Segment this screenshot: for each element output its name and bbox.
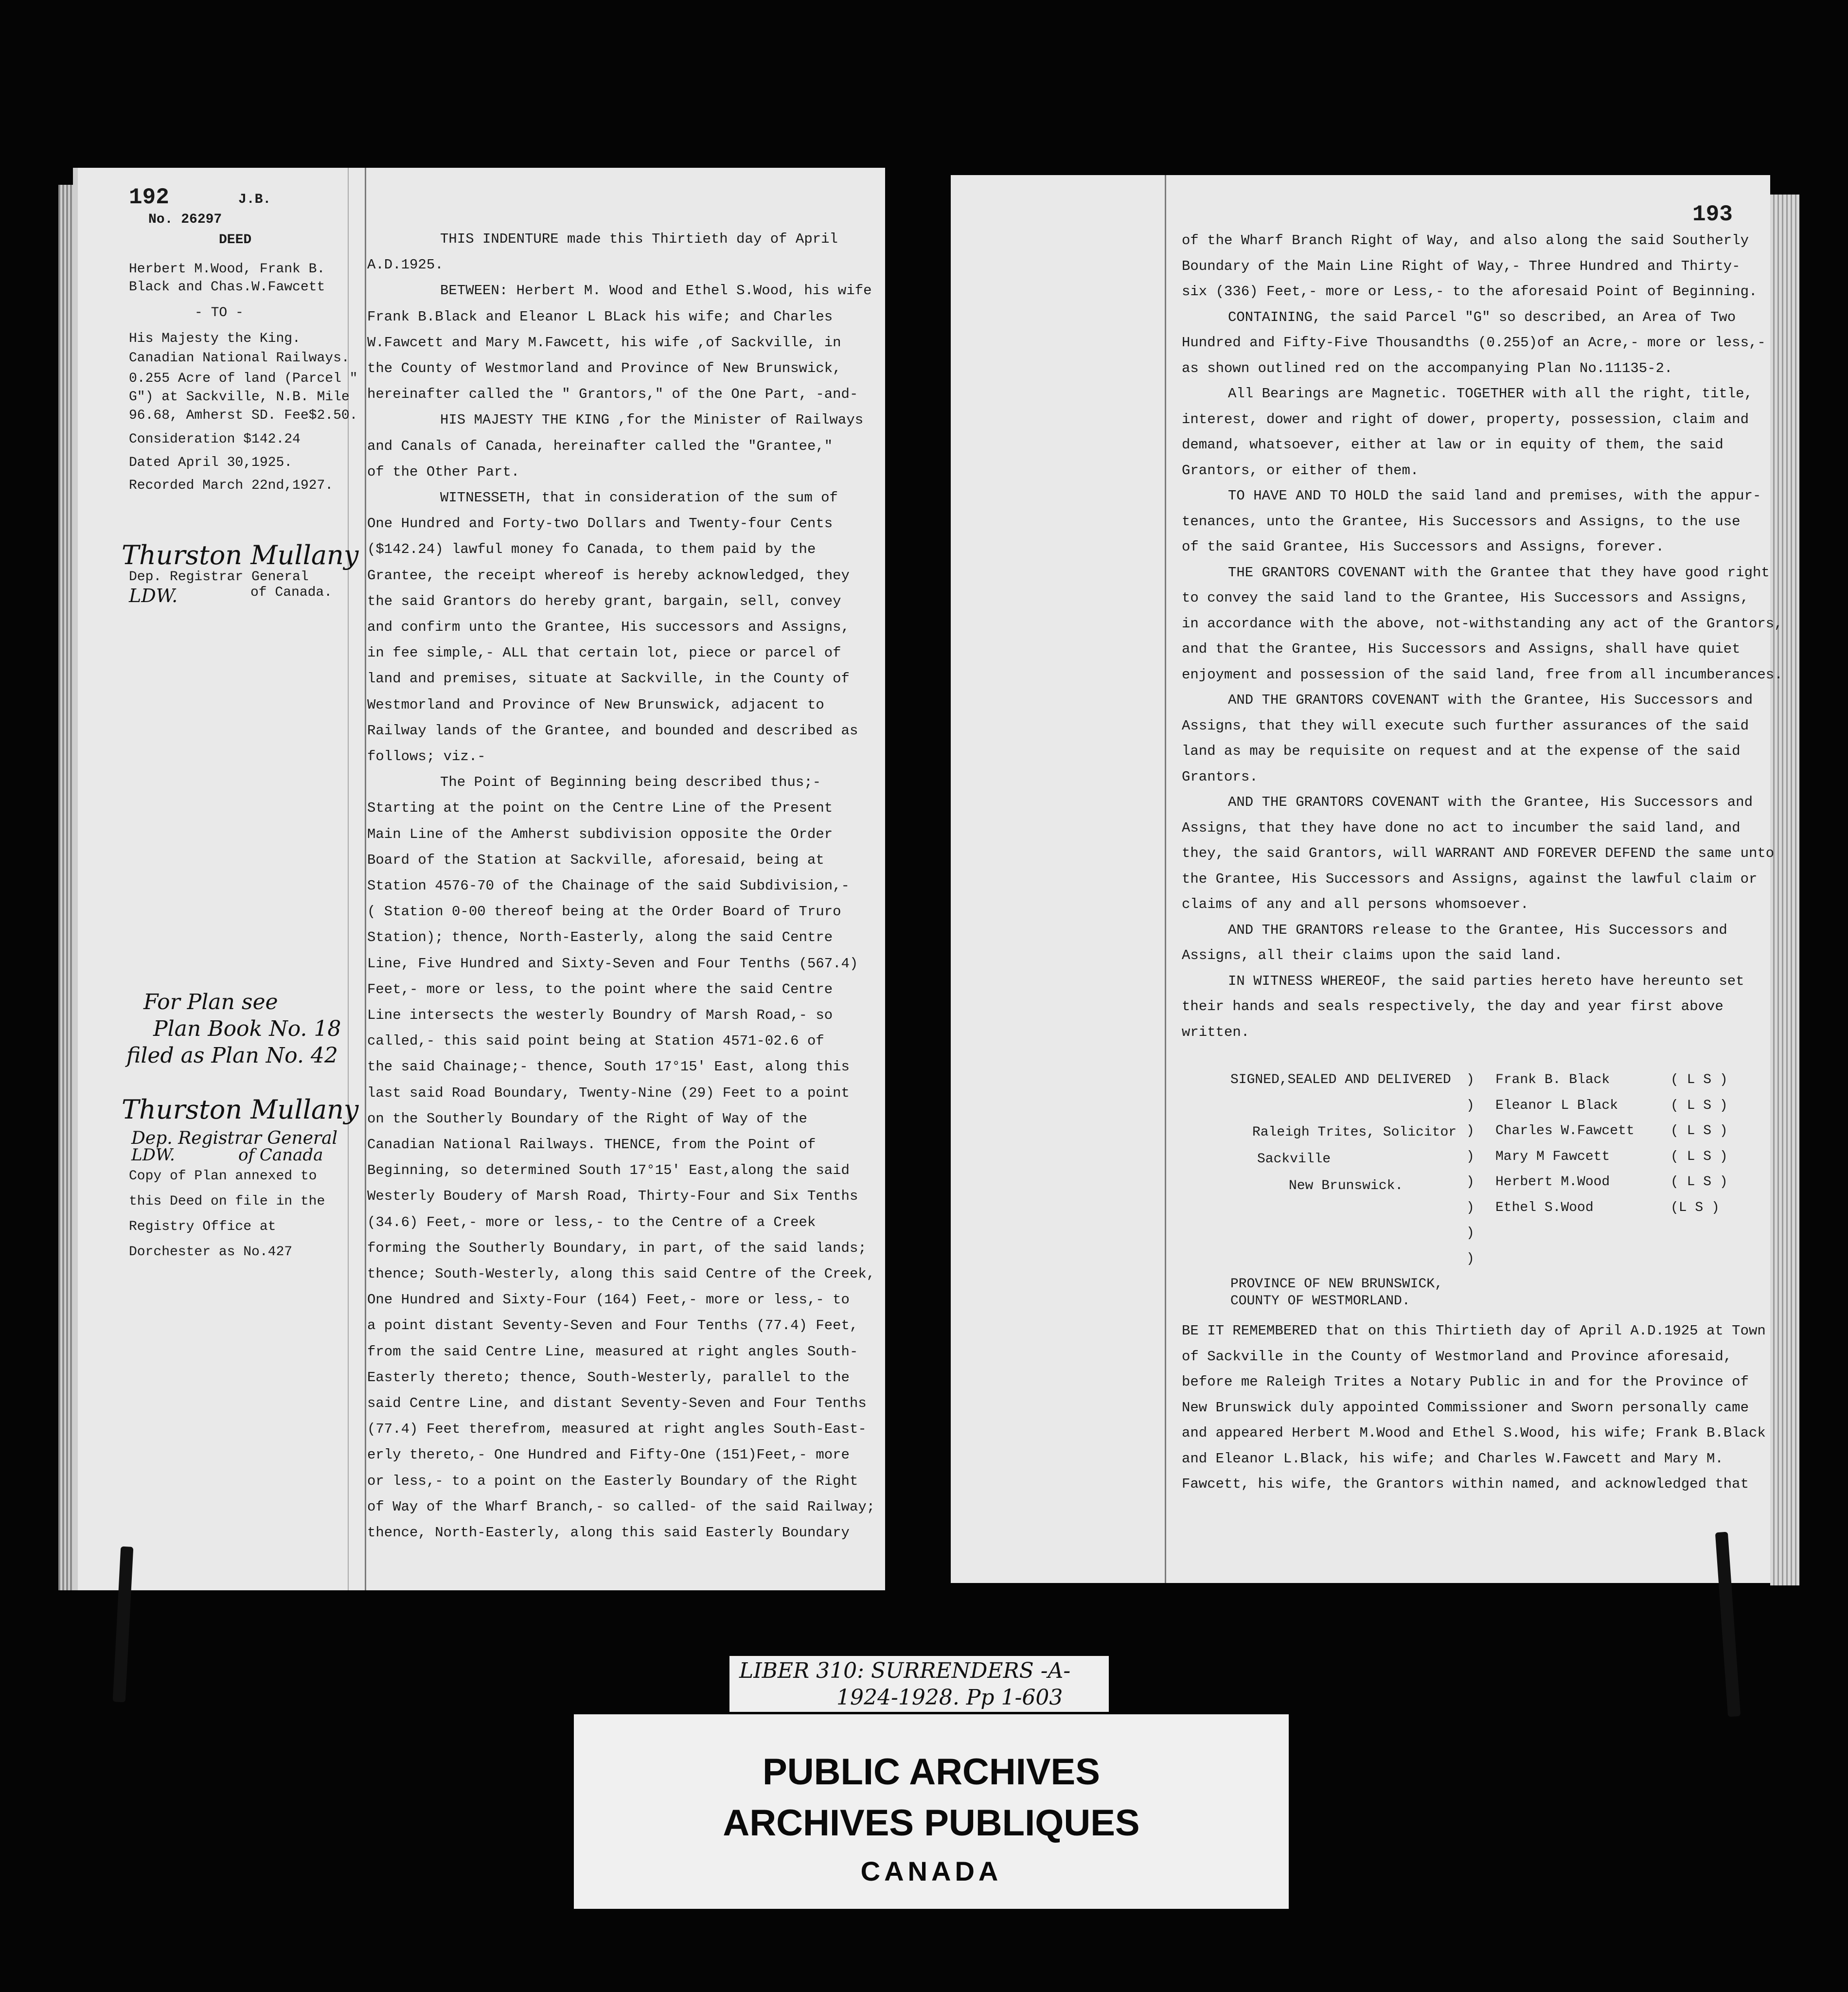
deed-text-line: Canadian National Railways. THENCE, from the Point of xyxy=(367,1137,816,1153)
seal-mark: ( L S ) xyxy=(1670,1072,1728,1087)
plan-note-line: Plan Book No. 18 xyxy=(153,1016,341,1041)
deed-text-line: erly thereto,- One Hundred and Fifty-One (151)Feet,- more xyxy=(367,1447,850,1463)
bracket-mark: ) xyxy=(1466,1098,1475,1113)
volume-label xyxy=(729,1656,1109,1712)
deed-text-line: land as may be requisite on request and at the expense of the said xyxy=(1182,743,1741,759)
deed-text-line: follows; viz.- xyxy=(367,748,486,765)
deed-text-line: Main Line of the Amherst subdivision opposite the Order xyxy=(367,826,833,842)
margin-summary-line: - TO - xyxy=(195,305,244,320)
deed-text-line: enjoyment and possession of the said land, free from all incumberances. xyxy=(1182,666,1783,683)
deed-text-line: the said Grantors do hereby grant, bargain, sell, convey xyxy=(367,593,841,609)
deed-text-line: said Centre Line, and distant Seventy-Seven and Four Tenths xyxy=(367,1395,867,1411)
deed-text-line: Feet,- more or less, to the point where the said Centre xyxy=(367,981,833,997)
page-number-left: 192 xyxy=(129,185,169,210)
deed-text-line: Grantors, or either of them. xyxy=(1182,462,1419,479)
volume-label-line: 1924-1928. Pp 1-603 xyxy=(836,1685,1063,1710)
bracket-mark: ) xyxy=(1466,1174,1475,1190)
deed-text-line: Grantors. xyxy=(1182,768,1258,785)
deed-text-line: Grantee, the receipt whereof is hereby acknowledged, they xyxy=(367,567,850,584)
deed-text-line: TO HAVE AND TO HOLD the said land and premises, with the appur- xyxy=(1228,488,1761,504)
bracket-mark: ) xyxy=(1466,1251,1475,1266)
deed-text-line: in fee simple,- ALL that certain lot, piece or parcel of xyxy=(367,645,841,661)
deed-text-line: Boundary of the Main Line Right of Way,- Three Hundred and Thirty- xyxy=(1182,258,1741,274)
volume-label-line: LIBER 310: SURRENDERS -A- xyxy=(739,1658,1071,1683)
acknowledgment-line: before me Raleigh Trites a Notary Public in and for the Province of xyxy=(1182,1374,1749,1390)
signatory-name: Ethel S.Wood xyxy=(1495,1200,1594,1215)
bracket-mark: ) xyxy=(1466,1226,1475,1241)
left-page-edge xyxy=(58,185,73,1590)
margin-summary-line: Canadian National Railways. xyxy=(129,351,350,366)
margin-summary-line: His Majesty the King. xyxy=(129,331,301,346)
witness-line: Sackville xyxy=(1257,1152,1331,1167)
acknowledgment-line: BE IT REMEMBERED that on this Thirtieth day of April A.D.1925 at Town xyxy=(1182,1323,1766,1339)
deed-text-line: the County of Westmorland and Province of New Brunswick, xyxy=(367,360,841,376)
deed-text-line: THIS INDENTURE made this Thirtieth day of April xyxy=(440,231,838,247)
deed-text-line: tenances, unto the Grantee, His Successors and Assigns, to the use xyxy=(1182,513,1741,530)
deed-text-line: called,- this said point being at Station 4571-02.6 of xyxy=(367,1033,824,1049)
deed-text-line: six (336) Feet,- more or Less,- to the aforesaid Point of Beginning. xyxy=(1182,284,1758,300)
deed-text-line: or less,- to a point on the Easterly Boundary of the Right xyxy=(367,1473,858,1489)
archive-card-country: CANADA xyxy=(860,1856,1002,1886)
registrar-title-line: of Canada. xyxy=(250,585,333,600)
deed-text-line: in accordance with the above, not-withstanding any act of the Grantors, xyxy=(1182,615,1783,632)
signatory-name: Mary M Fawcett xyxy=(1495,1149,1610,1164)
deed-text-line: AND THE GRANTORS release to the Grantee, His Successors and xyxy=(1228,922,1727,938)
province-heading-line: COUNTY OF WESTMORLAND. xyxy=(1230,1294,1410,1309)
province-heading-line: PROVINCE OF NEW BRUNSWICK, xyxy=(1230,1277,1443,1292)
acknowledgment-line: Fawcett, his wife, the Grantors within named, and acknowledged that xyxy=(1182,1476,1749,1492)
deed-text-line: of the said Grantee, His Successors and Assigns, forever. xyxy=(1182,539,1664,555)
deed-text-line: Hundred and Fifty-Five Thousandths (0.255)of an Acre,- more or less,- xyxy=(1182,335,1766,351)
signatory-name: Frank B. Black xyxy=(1495,1072,1610,1087)
deed-text-line: Assigns, all their claims upon the said land. xyxy=(1182,947,1563,963)
margin-rule xyxy=(365,168,366,1590)
signatory-name: Eleanor L Black xyxy=(1495,1098,1618,1113)
deed-text-line: ($142.24) lawful money fo Canada, to them paid by the xyxy=(367,541,816,558)
witness-line: New Brunswick. xyxy=(1289,1178,1404,1193)
deed-text-line: the said Chainage;- thence, South 17°15' East, along this xyxy=(367,1059,850,1075)
bracket-mark: ) xyxy=(1466,1200,1475,1215)
registrar-title-2-line: Dep. Registrar General xyxy=(131,1128,338,1148)
margin-summary-line: Black and Chas.W.Fawcett xyxy=(129,280,325,295)
right-page xyxy=(951,175,1783,1583)
copy-note-line: Copy of Plan annexed to xyxy=(129,1169,317,1184)
margin-rule-right xyxy=(1165,175,1166,1583)
deed-text-line: written. xyxy=(1182,1024,1250,1040)
registrar-signature-2: Thurston Mullany xyxy=(122,1094,359,1125)
deed-text-line: as shown outlined red on the accompanying Plan No.11135-2. xyxy=(1182,360,1673,376)
margin-summary-line: 96.68, Amherst SD. Fee$2.50. xyxy=(129,408,358,423)
acknowledgment-line: and appeared Herbert M.Wood and Ethel S.Wood, his wife; Frank B.Black xyxy=(1182,1425,1766,1441)
margin-summary-line: Dated April 30,1925. xyxy=(129,455,293,470)
acknowledgment-line: and Eleanor L.Black, his wife; and Charles W.Fawcett and Mary M. xyxy=(1182,1450,1724,1467)
deed-text-line: a point distant Seventy-Seven and Four Tenths (77.4) Feet, xyxy=(367,1317,858,1334)
deed-text-line: HIS MAJESTY THE KING ,for the Minister of Railways xyxy=(440,412,864,428)
seal-mark: ( L S ) xyxy=(1670,1123,1728,1138)
deed-text-line: forming the Southerly Boundary, in part, of the said lands; xyxy=(367,1240,867,1256)
deed-text-line: All Bearings are Magnetic. TOGETHER with all the right, title, xyxy=(1228,386,1753,402)
plan-note-line: For Plan see xyxy=(143,990,278,1014)
witness-line: Raleigh Trites, Solicitor xyxy=(1252,1125,1457,1140)
archive-card-title: PUBLIC ARCHIVES xyxy=(763,1751,1100,1793)
deed-text-line: they, the said Grantors, will WARRANT AND FOREVER DEFEND the same unto xyxy=(1182,845,1775,861)
margin-summary-line: Recorded March 22nd,1927. xyxy=(129,478,334,493)
deed-text-line: Line, Five Hundred and Sixty-Seven and Four Tenths (567.4) xyxy=(367,955,858,972)
deed-text-line: land and premises, situate at Sackville, in the County of xyxy=(367,671,850,687)
margin-summary-line: 0.255 Acre of land (Parcel " xyxy=(129,371,358,386)
deed-text-line: last said Road Boundary, Twenty-Nine (29) Feet to a point xyxy=(367,1085,850,1101)
margin-summary-line: No. 26297 xyxy=(148,212,222,227)
deed-text-line: IN WITNESS WHEREOF, the said parties hereto have hereunto set xyxy=(1228,973,1744,989)
deed-text-line: Easterly thereto; thence, South-Westerly, parallel to the xyxy=(367,1369,850,1386)
left-page xyxy=(73,168,885,1590)
copy-note-line: Dorchester as No.427 xyxy=(129,1245,293,1260)
margin-summary-line: J.B. xyxy=(238,192,271,207)
deed-text-line: W.Fawcett and Mary M.Fawcett, his wife ,of Sackville, in xyxy=(367,334,841,351)
deed-text-line: interest, dower and right of dower, property, possession, claim and xyxy=(1182,411,1749,427)
deed-text-line: Railway lands of the Grantee, and bounded and described as xyxy=(367,722,858,739)
deed-text-line: of the Other Part. xyxy=(367,463,520,480)
deed-text-line: Assigns, that they will execute such further assurances of the said xyxy=(1182,717,1749,734)
deed-text-line: THE GRANTORS COVENANT with the Grantee that they have good right xyxy=(1228,564,1770,581)
right-page-edge xyxy=(1770,195,1799,1585)
margin-summary-line: G") at Sackville, N.B. Mile xyxy=(129,390,350,405)
deed-text-line: the Grantee, His Successors and Assigns, against the lawful claim or xyxy=(1182,871,1758,887)
bracket-mark: ) xyxy=(1466,1123,1475,1138)
deed-text-line: The Point of Beginning being described thus;- xyxy=(440,774,821,791)
deed-text-line: Westerly Boudery of Marsh Road, Thirty-Four and Six Tenths xyxy=(367,1188,858,1205)
signatory-name: Charles W.Fawcett xyxy=(1495,1123,1635,1138)
margin-summary-line: DEED xyxy=(219,232,252,248)
deed-text-line: Assigns, that they have done no act to incumber the said land, and xyxy=(1182,819,1741,836)
deed-text-line: One Hundred and Sixty-Four (164) Feet,- more or less,- to xyxy=(367,1292,850,1308)
plan-note-line: filed as Plan No. 42 xyxy=(126,1043,338,1068)
deed-text-line: Line intersects the westerly Boundry of Marsh Road,- so xyxy=(367,1007,833,1023)
deed-text-line: and Canals of Canada, hereinafter called the "Grantee," xyxy=(367,438,833,454)
archive-card-title-fr: ARCHIVES PUBLIQUES xyxy=(723,1802,1140,1844)
deed-text-line: Westmorland and Province of New Brunswick, adjacent to xyxy=(367,696,824,713)
registrar-initials: LDW. xyxy=(129,585,178,606)
seal-mark: ( L S ) xyxy=(1670,1098,1728,1113)
signed-label: SIGNED,SEALED AND DELIVERED xyxy=(1230,1072,1451,1087)
deed-text-line: Board of the Station at Sackville, aforesaid, being at xyxy=(367,852,824,868)
seal-mark: (L S ) xyxy=(1670,1200,1720,1215)
margin-summary-line: Herbert M.Wood, Frank B. xyxy=(129,262,325,277)
copy-note-line: Registry Office at xyxy=(129,1219,276,1234)
deed-text-line: their hands and seals respectively, the day and year first above xyxy=(1182,998,1724,1014)
deed-text-line: WITNESSETH, that in consideration of the sum of xyxy=(440,490,838,506)
deed-text-line: Station); thence, North-Easterly, along the said Centre xyxy=(367,929,833,946)
deed-text-line: and confirm unto the Grantee, His successors and Assigns, xyxy=(367,619,850,635)
signatory-name: Herbert M.Wood xyxy=(1495,1174,1610,1190)
seal-mark: ( L S ) xyxy=(1670,1149,1728,1164)
deed-text-line: thence, North-Easterly, along this said Easterly Boundary xyxy=(367,1525,850,1541)
deed-text-line: BETWEEN: Herbert M. Wood and Ethel S.Wood, his wife xyxy=(440,283,872,299)
deed-text-line: from the said Centre Line, measured at right angles South- xyxy=(367,1343,858,1360)
deed-text-line: ( Station 0-00 thereof being at the Order Board of Truro xyxy=(367,904,841,920)
bracket-mark: ) xyxy=(1466,1072,1475,1087)
copy-note-line: this Deed on file in the xyxy=(129,1194,325,1209)
deed-text-line: (77.4) Feet therefrom, measured at right angles South-East- xyxy=(367,1421,867,1438)
deed-text-line: Starting at the point on the Centre Line of the Present xyxy=(367,800,833,817)
page-number-right: 193 xyxy=(1692,202,1733,227)
deed-text-line: AND THE GRANTORS COVENANT with the Grantee, His Successors and xyxy=(1228,692,1753,708)
deed-text-line: AND THE GRANTORS COVENANT with the Grantee, His Successors and xyxy=(1228,794,1753,810)
archive-card xyxy=(574,1714,1289,1909)
margin-summary-line: Consideration $142.24 xyxy=(129,432,301,447)
deed-text-line: One Hundred and Forty-two Dollars and Twenty-four Cents xyxy=(367,516,833,532)
deed-text-line: claims of any and all persons whomsoever. xyxy=(1182,896,1529,912)
deed-text-line: thence; South-Westerly, along this said Centre of the Creek, xyxy=(367,1266,875,1282)
registrar-title-line: Dep. Registrar General xyxy=(129,569,309,585)
deed-text-line: of the Wharf Branch Right of Way, and also along the said Southerly xyxy=(1182,232,1749,249)
deed-text-line: of Way of the Wharf Branch,- so called- of the said Railway; xyxy=(367,1498,875,1515)
deed-text-line: to convey the said land to the Grantee, His Successors and Assigns, xyxy=(1182,590,1749,606)
deed-text-line: CONTAINING, the said Parcel "G" so described, an Area of Two xyxy=(1228,309,1736,325)
deed-text-line: Beginning, so determined South 17°15' East,along the said xyxy=(367,1162,850,1179)
seal-mark: ( L S ) xyxy=(1670,1174,1728,1190)
deed-text-line: hereinafter called the " Grantors," of the One Part, -and- xyxy=(367,386,858,403)
registrar-title-2-line: of Canada xyxy=(238,1145,323,1165)
deed-text-line: Frank B.Black and Eleanor L BLack his wife; and Charles xyxy=(367,308,833,325)
deed-text-line: A.D.1925. xyxy=(367,257,444,273)
deed-text-line: Station 4576-70 of the Chainage of the said Subdivision,- xyxy=(367,878,850,894)
registrar-initials-2: LDW. xyxy=(131,1145,175,1165)
acknowledgment-line: New Brunswick duly appointed Commissioner and Sworn personally came xyxy=(1182,1399,1749,1416)
deed-text-line: on the Southerly Boundary of the Right of Way of the xyxy=(367,1110,807,1127)
bracket-mark: ) xyxy=(1466,1149,1475,1164)
deed-text-line: demand, whatsoever, either at law or in equity of them, the said xyxy=(1182,437,1724,453)
deed-text-line: and that the Grantee, His Successors and Assigns, shall have quiet xyxy=(1182,641,1741,657)
deed-text-line: (34.6) Feet,- more or less,- to the Centre of a Creek xyxy=(367,1214,816,1230)
acknowledgment-line: of Sackville in the County of Westmorland and Province aforesaid, xyxy=(1182,1348,1732,1365)
registrar-signature: Thurston Mullany xyxy=(122,540,359,570)
